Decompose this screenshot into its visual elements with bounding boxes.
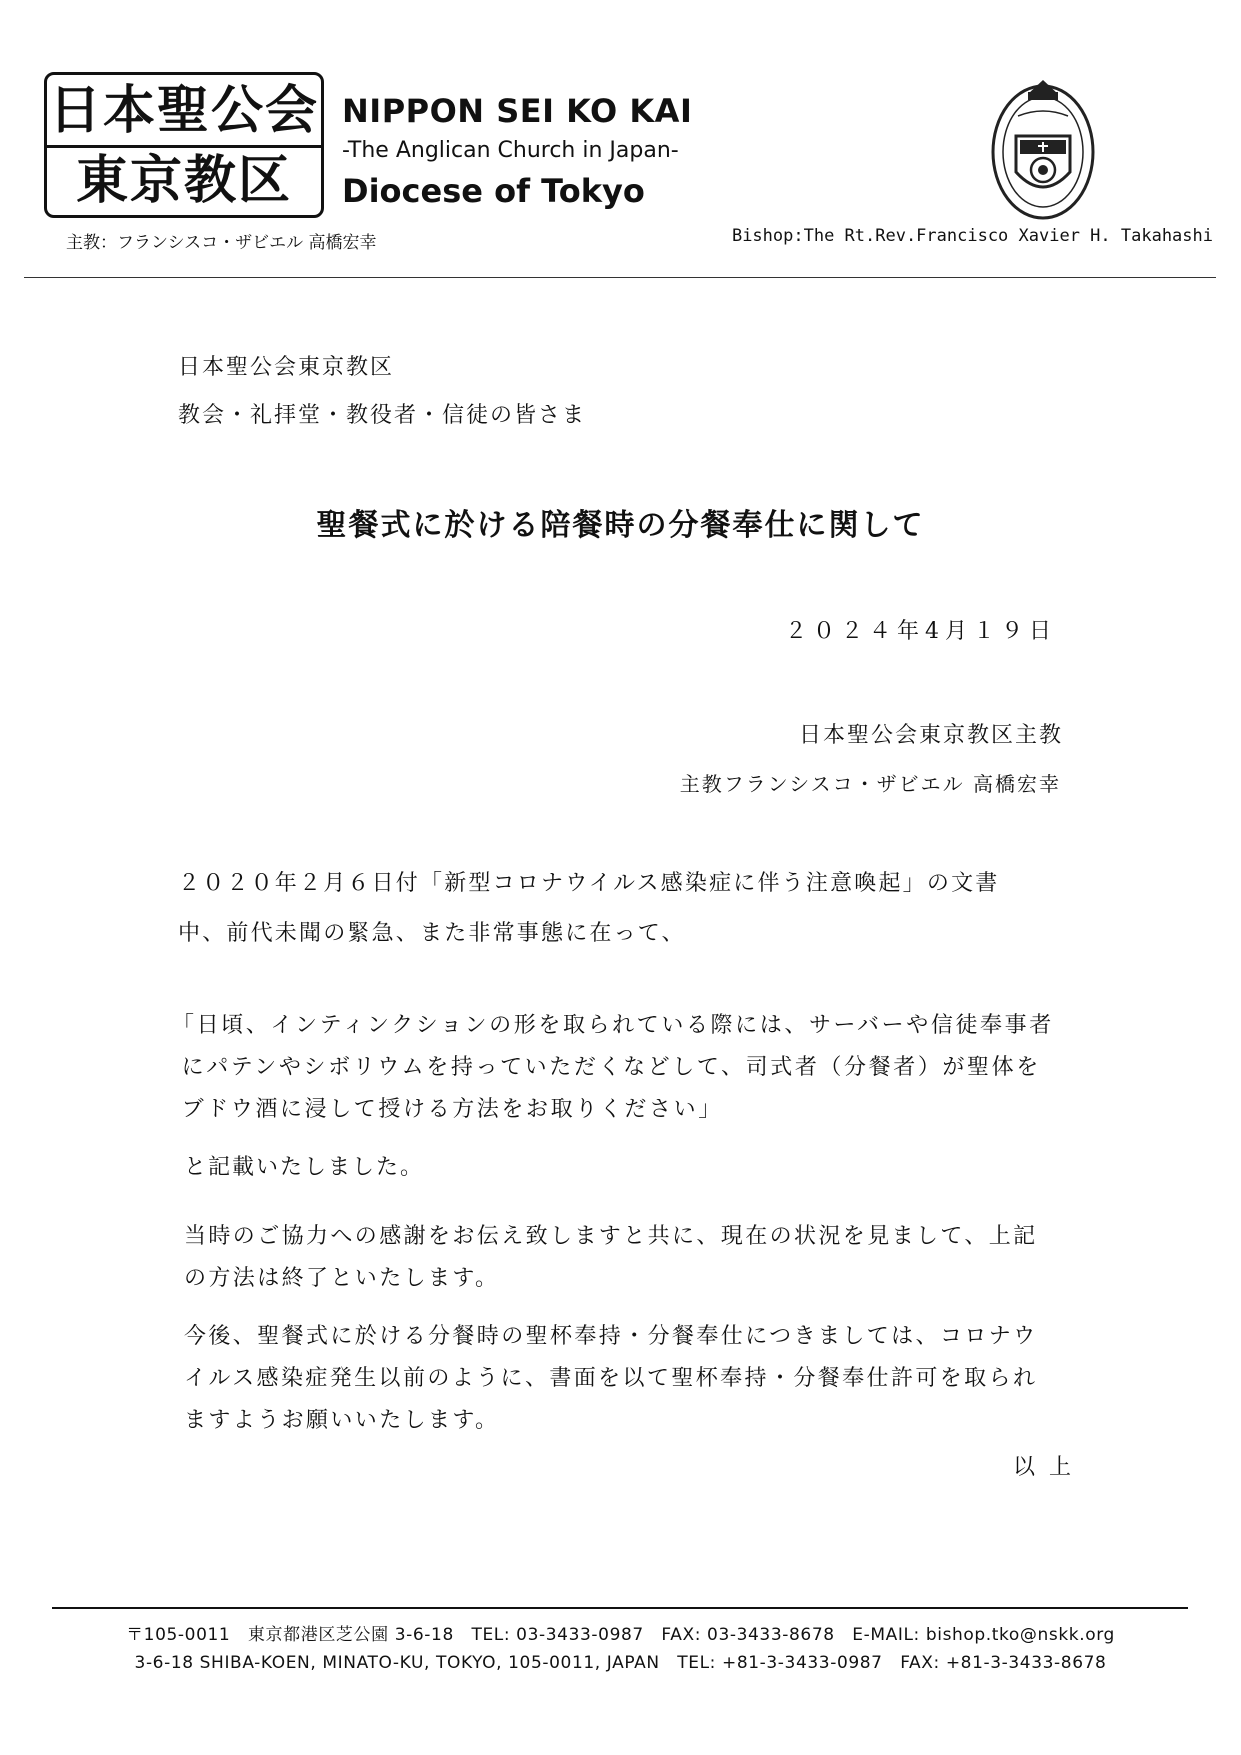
bishop-name-en: Bishop:The Rt.Rev.Francisco Xavier H. Takahashi bbox=[731, 226, 1213, 246]
paragraph-3: 今後、聖餐式に於ける分餐時の聖杯奉持・分餐奉仕につきましては、コロナウ イルス感染症発生以前のように、書面を以て聖杯奉持・分餐奉仕許可を取られ ますようお願いいたします。 bbox=[184, 1324, 1038, 1433]
footer-address-en: 3-6-18 SHIBA-KOEN, MINATO-KU, TOKYO, 105-0011, JAPAN TEL: +81-3-3433-0987 FAX: +81-3-3433-8678 bbox=[134, 1653, 1107, 1673]
recipient-line-1: 日本聖公会東京教区 bbox=[178, 355, 395, 380]
closing-mark: 以上 bbox=[1012, 1455, 1085, 1480]
sender-title: 日本聖公会東京教区主教 bbox=[798, 723, 1063, 748]
paragraph-1-line-1: ２０２０年２月６日付「新型コロナウイルス感染症に伴う注意喚起」の文書 bbox=[178, 871, 1000, 896]
bishop-name-jp: 主教：フランシスコ・ザビエル 高橋宏幸 bbox=[66, 233, 377, 253]
org-name-en: NIPPON SEI KO KAI bbox=[342, 92, 693, 130]
diocese-logo bbox=[44, 72, 324, 218]
letter-date: ２０２４年4月１９日 bbox=[785, 619, 1057, 644]
paragraph-1-line-2: 中、前代未聞の緊急、また非常事態に在って、 bbox=[178, 921, 686, 946]
header-rule bbox=[24, 277, 1216, 278]
recipient-line-2: 教会・礼拝堂・教役者・信徒の皆さま bbox=[178, 403, 587, 428]
logo-text-line1: 日本聖公会 bbox=[48, 81, 319, 141]
logo-divider bbox=[47, 145, 321, 148]
logo-text-line2: 東京教区 bbox=[75, 151, 292, 211]
letter-title: 聖餐式に於ける陪餐時の分餐奉仕に関して bbox=[316, 508, 925, 543]
org-subtitle-en: -The Anglican Church in Japan- bbox=[342, 138, 679, 163]
diocesan-seal-icon bbox=[988, 76, 1098, 222]
quoted-instruction: 「日頃、インティンクションの形を取られている際には、サーバーや信徒奉事者 にパテンやシボリウムを持っていただくなどして、司式者（分餐者）が聖体を ブドウ酒に浸して授ける方法をお取りください」 bbox=[172, 1013, 1054, 1122]
footer-rule bbox=[52, 1607, 1188, 1609]
paragraph-2: 当時のご協力への感謝をお伝え致しますと共に、現在の状況を見まして、上記 の方法は終了といたします。 bbox=[184, 1224, 1038, 1291]
sender-name: 主教フランシスコ・ザビエル 高橋宏幸 bbox=[679, 772, 1061, 796]
diocese-name-en: Diocese of Tokyo bbox=[342, 172, 645, 210]
noted-statement: と記載いたしました。 bbox=[184, 1155, 425, 1180]
footer-address-jp: 〒105-0011 東京都港区芝公園 3-6-18 TEL: 03-3433-0987 FAX: 03-3433-8678 E-MAIL: bishop.tko@nskk.org bbox=[126, 1625, 1115, 1645]
